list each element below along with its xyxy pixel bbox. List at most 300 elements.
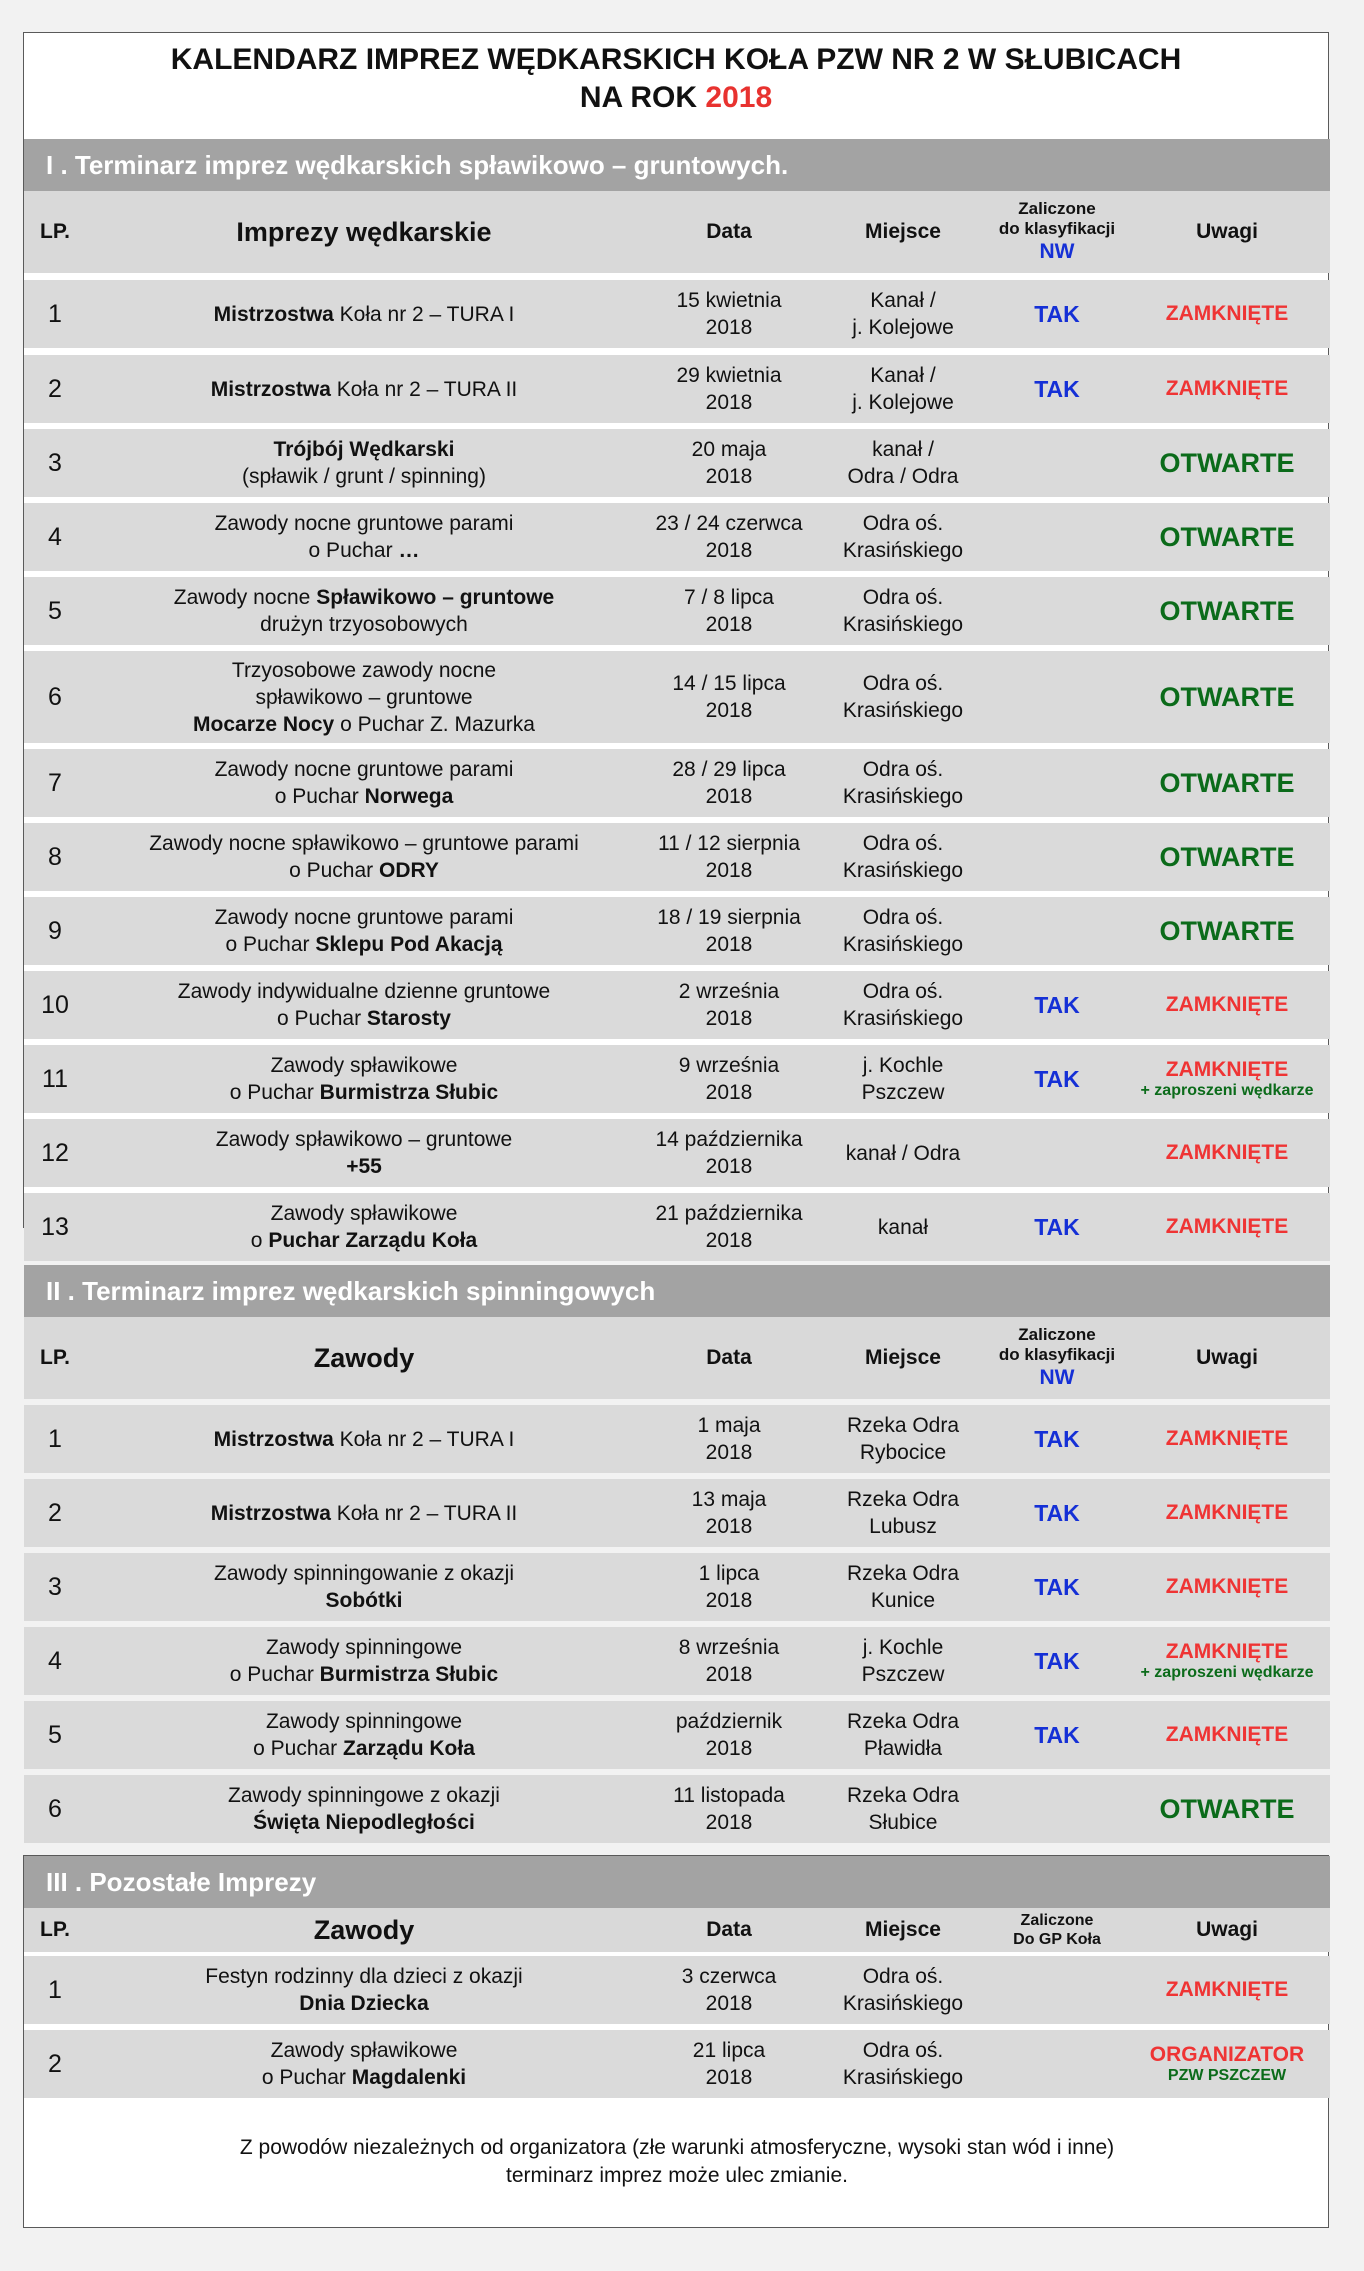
place-line-1 xyxy=(863,756,944,783)
event-name-part: Zawody nocne gruntowe parami xyxy=(214,512,514,535)
place-line-2 xyxy=(852,389,954,416)
event-date xyxy=(642,2030,816,2098)
event-name xyxy=(86,971,642,1039)
event-name-line-3 xyxy=(193,711,535,738)
place-text: Krasińskiego xyxy=(842,699,964,722)
date-text: 21 lipca xyxy=(692,2039,766,2062)
event-place xyxy=(816,651,990,743)
status-text: ORGANIZATOR xyxy=(1149,2043,1305,2066)
date-text: 7 / 8 lipca xyxy=(684,586,774,609)
status-badge xyxy=(1124,1775,1330,1843)
place-line-1 xyxy=(847,1560,959,1587)
event-name xyxy=(86,577,642,645)
year-text: 2018 xyxy=(705,859,753,882)
date-line-2 xyxy=(706,1439,753,1466)
row-number: 6 xyxy=(48,682,62,711)
status-badge xyxy=(1124,971,1330,1039)
place-text: Krasińskiego xyxy=(842,1007,964,1030)
event-name-part: o Puchar xyxy=(253,1737,344,1760)
place-line-1 xyxy=(846,1140,960,1167)
event-date xyxy=(642,1405,816,1473)
status-text: ZAMKNIĘTE xyxy=(1165,1978,1289,2001)
event-place xyxy=(816,1479,990,1547)
place-line-2 xyxy=(843,537,963,564)
event-name-line-1 xyxy=(266,1708,462,1735)
year-text: 2018 xyxy=(705,391,753,414)
title-prefix: NA ROK xyxy=(579,81,706,114)
event-name-part: Zawody spinningowe xyxy=(265,1636,463,1659)
event-date xyxy=(642,749,816,817)
row-number: 5 xyxy=(48,1720,62,1749)
year-text: 2018 xyxy=(705,2066,753,2089)
event-name-part: Koła nr 2 – TURA I xyxy=(333,302,515,326)
event-name-part: Burmistrza Słubic xyxy=(319,1081,499,1104)
event-name-line-2 xyxy=(346,1153,382,1180)
col-classification-nw: NW xyxy=(1039,240,1075,263)
col-remarks: Uwagi xyxy=(1196,1918,1258,1941)
date-line-1 xyxy=(679,978,779,1005)
date-text: 3 czerwca xyxy=(681,1965,777,1988)
row-number: 7 xyxy=(48,768,62,797)
place-text: Kanał / xyxy=(870,289,936,312)
year-text: 2018 xyxy=(705,1229,753,1252)
date-line-1 xyxy=(676,1708,782,1735)
event-name-line-1 xyxy=(228,1782,500,1809)
status-badge xyxy=(1124,429,1330,497)
classification-flag xyxy=(990,2030,1124,2098)
table-row xyxy=(24,1045,1330,1113)
event-place xyxy=(816,429,990,497)
col-gp-l2: Do GP Koła xyxy=(1013,1931,1101,1948)
classification-flag: TAK xyxy=(1034,1213,1080,1240)
col-lp: LP. xyxy=(40,1918,70,1941)
col-classification-l1: Zaliczone xyxy=(1018,199,1096,218)
place-text: Lubusz xyxy=(869,1515,937,1538)
place-line-1 xyxy=(847,1782,959,1809)
col-remarks: Uwagi xyxy=(1196,220,1258,243)
classification-flag: TAK xyxy=(1034,1573,1080,1600)
event-name-line-1 xyxy=(274,436,455,463)
table-row xyxy=(24,1193,1330,1261)
date-line-1 xyxy=(679,1634,779,1661)
status-text: ZAMKNIĘTE xyxy=(1165,377,1289,400)
status-text: OTWARTE xyxy=(1159,1793,1295,1824)
status-badge xyxy=(1124,1405,1330,1473)
year-text: 2018 xyxy=(705,1663,753,1686)
status-badge xyxy=(1124,1479,1330,1547)
event-place xyxy=(816,749,990,817)
place-line-2 xyxy=(852,314,954,341)
event-name-part: Zawody spławikowe xyxy=(270,1202,458,1225)
date-line-2 xyxy=(706,697,753,724)
date-line-2 xyxy=(706,2064,753,2091)
event-name-part: … xyxy=(398,539,420,562)
event-name-part: drużyn trzyosobowych xyxy=(260,613,468,636)
event-name-part: Święta Niepodległości xyxy=(253,1811,475,1834)
classification-flag: TAK xyxy=(1034,1647,1080,1674)
row-number: 2 xyxy=(48,1498,62,1527)
col-classification-l2: do klasyfikacji xyxy=(998,219,1116,238)
place-line-1 xyxy=(847,1708,959,1735)
section-2-heading: II . Terminarz imprez wędkarskich spinningowych xyxy=(24,1265,1330,1317)
row-number: 5 xyxy=(48,596,62,625)
place-line-1 xyxy=(863,1963,944,1990)
event-name xyxy=(86,1775,642,1843)
place-line-1 xyxy=(847,1412,959,1439)
year-text: 2018 xyxy=(705,1515,753,1538)
event-name xyxy=(86,1553,642,1621)
status-badge xyxy=(1124,1956,1330,2024)
place-line-2 xyxy=(843,611,963,638)
year-text: 2018 xyxy=(705,1811,753,1834)
event-date xyxy=(642,577,816,645)
date-text: 18 / 19 sierpnia xyxy=(657,906,801,929)
year-text: 2018 xyxy=(705,465,753,488)
status-text: OTWARTE xyxy=(1159,767,1295,798)
event-name xyxy=(86,1405,642,1473)
date-line-1 xyxy=(692,1486,767,1513)
place-text: Odra oś. xyxy=(862,758,944,781)
footnote xyxy=(24,2134,1330,2190)
event-date xyxy=(642,503,816,571)
event-name xyxy=(86,1701,642,1769)
year-text: 2018 xyxy=(705,785,753,808)
event-place xyxy=(816,823,990,891)
event-place xyxy=(816,1627,990,1695)
event-name-line-1 xyxy=(174,584,554,611)
event-name-line-1 xyxy=(232,657,496,684)
date-line-2 xyxy=(706,931,753,958)
date-line-2 xyxy=(706,1227,753,1254)
event-date xyxy=(642,1045,816,1113)
place-line-2 xyxy=(843,783,963,810)
place-text: Słubice xyxy=(868,1811,938,1834)
status-badge xyxy=(1124,651,1330,743)
event-name-part: Dnia Dziecka xyxy=(299,1992,429,2015)
date-text: 15 kwietnia xyxy=(676,289,782,312)
event-name-part: spławikowo – gruntowe xyxy=(255,685,473,709)
event-name-line-2 xyxy=(255,684,472,711)
date-text: 1 lipca xyxy=(698,1562,760,1585)
event-name-line-1 xyxy=(215,756,514,783)
event-name xyxy=(86,1627,642,1695)
status-badge xyxy=(1124,1627,1330,1695)
place-text: Rzeka Odra xyxy=(846,1784,960,1807)
date-line-1 xyxy=(684,584,774,611)
place-line-1 xyxy=(863,830,944,857)
date-line-1 xyxy=(699,1560,760,1587)
date-line-1 xyxy=(692,436,767,463)
status-text: ZAMKNIĘTE xyxy=(1165,1501,1289,1524)
year-text: 2018 xyxy=(705,1992,753,2015)
title-line-1: KALENDARZ IMPREZ WĘDKARSKICH KOŁA PZW NR 2 W SŁUBICACH xyxy=(170,43,1182,76)
place-text: kanał / xyxy=(872,438,934,461)
date-line-1 xyxy=(672,756,785,783)
status-badge xyxy=(1124,897,1330,965)
status-badge xyxy=(1124,2030,1330,2098)
event-name-part: Sklepu Pod Akacją xyxy=(315,933,503,956)
date-line-1 xyxy=(658,830,800,857)
event-place xyxy=(816,280,990,348)
event-name-line-2 xyxy=(230,1661,498,1688)
event-name-line-2 xyxy=(309,537,420,564)
year-text: 2018 xyxy=(705,316,753,339)
status-text: OTWARTE xyxy=(1159,841,1295,872)
status-text: OTWARTE xyxy=(1159,595,1295,626)
classification-flag xyxy=(990,577,1124,645)
event-name-part: Zawody spławikowe xyxy=(270,1054,458,1077)
event-name-part: Mistrzostwa xyxy=(210,1501,331,1525)
event-date xyxy=(642,1701,816,1769)
date-text: 14 października xyxy=(655,1128,803,1151)
col-lp: LP. xyxy=(40,220,70,243)
place-line-2 xyxy=(843,931,963,958)
row-number: 10 xyxy=(41,990,69,1019)
table-row xyxy=(24,2030,1330,2098)
classification-flag xyxy=(990,749,1124,817)
date-line-2 xyxy=(706,783,753,810)
col-remarks: Uwagi xyxy=(1196,1346,1258,1369)
event-name xyxy=(86,503,642,571)
place-line-1 xyxy=(863,1052,944,1079)
event-name-line-1 xyxy=(211,1500,518,1527)
status-badge xyxy=(1124,503,1330,571)
place-text: Pławidła xyxy=(863,1737,943,1760)
event-name-part: Mocarze Nocy xyxy=(193,712,335,736)
row-number: 1 xyxy=(48,1975,62,2004)
event-name-line-1 xyxy=(215,510,514,537)
table-row xyxy=(24,280,1330,348)
date-line-2 xyxy=(706,1990,753,2017)
event-date xyxy=(642,1553,816,1621)
event-place xyxy=(816,1193,990,1261)
col-classification xyxy=(990,1317,1124,1399)
event-name-part: o Puchar xyxy=(229,1081,320,1104)
table-row xyxy=(24,429,1330,497)
date-line-2 xyxy=(706,1513,753,1540)
event-name-line-2 xyxy=(277,1005,451,1032)
status-badge xyxy=(1124,577,1330,645)
place-text: Kunice xyxy=(870,1589,936,1612)
status-text: ZAMKNIĘTE xyxy=(1165,302,1289,325)
table-row xyxy=(24,651,1330,743)
event-name-part: Sobótki xyxy=(325,1589,403,1612)
status-note: + zaproszeni wędkarze xyxy=(1140,1664,1314,1681)
row-number: 8 xyxy=(48,842,62,871)
year-text: 2018 xyxy=(705,1737,753,1760)
classification-flag: TAK xyxy=(1034,1425,1080,1452)
classification-flag xyxy=(990,1119,1124,1187)
classification-flag xyxy=(990,429,1124,497)
col-name: Zawody xyxy=(313,1342,415,1373)
event-name-line-2 xyxy=(262,2064,466,2091)
date-line-2 xyxy=(706,463,753,490)
date-line-2 xyxy=(706,611,753,638)
place-text: Krasińskiego xyxy=(842,785,964,808)
status-text: OTWARTE xyxy=(1159,915,1295,946)
row-number: 3 xyxy=(48,448,62,477)
year-text: 2018 xyxy=(705,1441,753,1464)
section-1-column-header xyxy=(24,191,1330,273)
footnote-line-1: Z powodów niezależnych od organizatora (złe warunki atmosferyczne, wysoki stan wód i inne) xyxy=(239,2136,1115,2159)
table-row xyxy=(24,897,1330,965)
event-name xyxy=(86,429,642,497)
place-line-1 xyxy=(863,904,944,931)
event-place xyxy=(816,1701,990,1769)
place-line-1 xyxy=(863,584,944,611)
date-text: 20 maja xyxy=(691,438,767,461)
col-classification-l1: Zaliczone xyxy=(1018,1325,1096,1344)
place-text: Rzeka Odra xyxy=(846,1562,960,1585)
event-date xyxy=(642,651,816,743)
event-name-part: Koła nr 2 – TURA II xyxy=(330,377,518,401)
col-place: Miejsce xyxy=(865,220,941,243)
place-line-2 xyxy=(862,1661,945,1688)
place-text: j. Kolejowe xyxy=(852,391,954,414)
place-text: Kanał / xyxy=(870,364,936,387)
classification-flag xyxy=(990,823,1124,891)
event-place xyxy=(816,1956,990,2024)
date-line-1 xyxy=(676,362,781,389)
event-date xyxy=(642,429,816,497)
place-text: Odra oś. xyxy=(862,672,944,695)
status-badge xyxy=(1124,823,1330,891)
date-line-2 xyxy=(706,537,753,564)
event-name-part: Zarządu Koła xyxy=(343,1737,475,1760)
event-name-part: Zawody spinningowanie z okazji xyxy=(214,1562,514,1585)
col-classification xyxy=(990,191,1124,273)
place-line-2 xyxy=(843,697,963,724)
place-text: Odra oś. xyxy=(862,512,944,535)
event-place xyxy=(816,897,990,965)
event-name-line-1 xyxy=(214,301,515,328)
date-text: 11 / 12 sierpnia xyxy=(657,832,801,855)
event-place xyxy=(816,1405,990,1473)
col-date: Data xyxy=(706,220,752,243)
event-name-part: Zawody spławikowe xyxy=(270,2039,458,2062)
date-text: 14 / 15 lipca xyxy=(672,672,786,695)
place-text: Pszczew xyxy=(861,1663,945,1686)
event-name-line-1 xyxy=(205,1963,522,1990)
col-place: Miejsce xyxy=(865,1918,941,1941)
place-line-2 xyxy=(869,1513,937,1540)
place-text: Rzeka Odra xyxy=(846,1710,960,1733)
place-text: Krasińskiego xyxy=(842,933,964,956)
event-name xyxy=(86,1045,642,1113)
event-name xyxy=(86,280,642,348)
other-events-frame xyxy=(23,1855,1329,2228)
event-place xyxy=(816,577,990,645)
place-line-2 xyxy=(843,1990,963,2017)
classification-flag xyxy=(990,1956,1124,2024)
place-text: kanał / Odra xyxy=(845,1141,961,1165)
place-line-2 xyxy=(864,1735,942,1762)
status-note: + zaproszeni wędkarze xyxy=(1140,1082,1314,1099)
table-row xyxy=(24,749,1330,817)
year-text: 2018 xyxy=(705,1007,753,1030)
col-gp-classification xyxy=(990,1908,1124,1952)
status-badge xyxy=(1124,1701,1330,1769)
year-text: 2018 xyxy=(705,539,753,562)
event-name-line-2 xyxy=(242,463,486,490)
event-name-line-2 xyxy=(289,857,439,884)
table-row xyxy=(24,1956,1330,2024)
event-name-line-2 xyxy=(275,783,454,810)
place-text: j. Kochle xyxy=(862,1636,944,1659)
calendar-frame xyxy=(23,32,1329,1834)
place-line-2 xyxy=(843,1005,963,1032)
date-line-1 xyxy=(682,1963,777,1990)
classification-flag xyxy=(990,1775,1124,1843)
status-text: ZAMKNIĘTE xyxy=(1165,1427,1289,1450)
status-text: ZAMKNIĘTE xyxy=(1165,993,1289,1016)
date-text: 23 / 24 czerwca xyxy=(655,512,803,535)
event-name-part: Zawody spinningowe z okazji xyxy=(228,1784,500,1807)
status-text: ZAMKNIĘTE xyxy=(1165,1575,1289,1598)
event-name-line-1 xyxy=(271,1200,458,1227)
place-line-2 xyxy=(843,2064,963,2091)
event-name-part: o Puchar xyxy=(308,539,399,562)
event-name-part: o Puchar xyxy=(229,1663,320,1686)
row-number: 3 xyxy=(48,1572,62,1601)
place-line-1 xyxy=(878,1214,928,1241)
date-line-2 xyxy=(706,1735,753,1762)
title-year: 2018 xyxy=(705,81,773,114)
place-line-1 xyxy=(863,1634,944,1661)
col-date: Data xyxy=(706,1346,752,1369)
page-title xyxy=(24,41,1328,117)
date-line-1 xyxy=(673,1782,785,1809)
event-name-part: Zawody spinningowe xyxy=(265,1710,463,1733)
event-place xyxy=(816,1045,990,1113)
date-text: 9 września xyxy=(678,1054,780,1077)
classification-flag xyxy=(990,651,1124,743)
place-line-1 xyxy=(863,978,944,1005)
date-line-1 xyxy=(655,1200,802,1227)
status-badge xyxy=(1124,1193,1330,1261)
event-name xyxy=(86,651,642,743)
event-name-part: Zawody nocne gruntowe parami xyxy=(214,906,514,929)
event-name-line-2 xyxy=(299,1990,429,2017)
date-text: 29 kwietnia xyxy=(676,364,782,387)
place-text: Odra oś. xyxy=(862,980,944,1003)
event-place xyxy=(816,1553,990,1621)
status-text: ZAMKNIĘTE xyxy=(1165,1058,1289,1081)
status-badge xyxy=(1124,1119,1330,1187)
event-name-part: o Puchar Z. Mazurka xyxy=(334,712,535,736)
section-3-column-header xyxy=(24,1908,1330,1952)
place-text: Krasińskiego xyxy=(842,1992,964,2015)
col-name: Imprezy wędkarskie xyxy=(236,216,492,247)
event-date xyxy=(642,1627,816,1695)
status-text: ZAMKNIĘTE xyxy=(1165,1215,1289,1238)
event-name-part: Mistrzostwa xyxy=(210,377,331,401)
classification-flag: TAK xyxy=(1034,1721,1080,1748)
date-line-1 xyxy=(655,510,802,537)
place-text: Krasińskiego xyxy=(842,2066,964,2089)
event-name xyxy=(86,1479,642,1547)
event-name-part: Spławikowo – gruntowe xyxy=(316,586,555,609)
status-text: ZAMKNIĘTE xyxy=(1165,1723,1289,1746)
place-text: j. Kochle xyxy=(862,1054,944,1077)
event-name-part: o Puchar xyxy=(274,785,365,808)
place-line-2 xyxy=(860,1439,946,1466)
row-number: 1 xyxy=(48,1424,62,1453)
date-line-2 xyxy=(706,1661,753,1688)
date-line-1 xyxy=(697,1412,760,1439)
event-name xyxy=(86,1193,642,1261)
place-text: Odra oś. xyxy=(862,832,944,855)
